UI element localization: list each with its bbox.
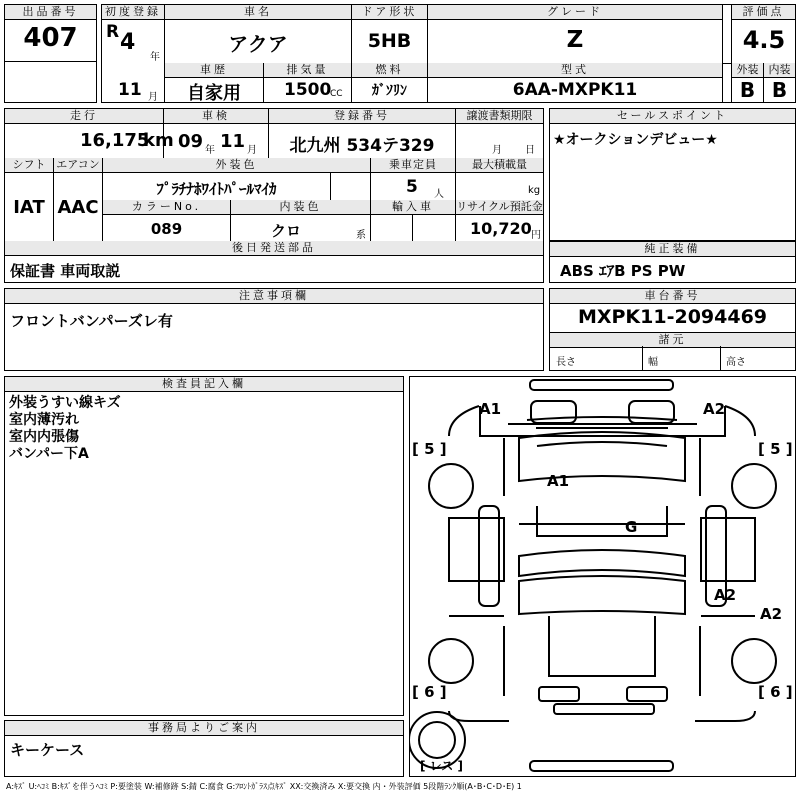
recycle-fee: 10,720 bbox=[470, 219, 532, 238]
legend: A:ｷｽﾞ U:ﾍｺﾐ B:ｷｽﾞを伴うﾍｺﾐ P:要塗装 W:補修跡 S:錆 C:腐食 G:ﾌﾛﾝﾄｶﾞﾗｽ点ｷｽﾞ XX:交換済み X:要交換 内・外装評価 5段階ﾗﾝｸ順(A･B･C･D･E) 1 bbox=[6, 782, 522, 791]
history: 自家用 bbox=[187, 83, 241, 104]
damage-mark: A2 bbox=[714, 586, 737, 604]
color-no-label: カラーNo. bbox=[103, 200, 230, 215]
lot-number-box bbox=[4, 4, 97, 103]
notes-box bbox=[4, 288, 544, 371]
car-name: アクア bbox=[228, 32, 288, 56]
damage-mark: G bbox=[625, 518, 638, 536]
interior-color: クロ bbox=[270, 222, 301, 240]
tyre-front-left: [ 5 ] bbox=[412, 440, 447, 458]
transfer-label: 譲渡書類期限 bbox=[456, 109, 543, 124]
damage-mark: A1 bbox=[547, 472, 570, 490]
lot-number-label: 出品番号 bbox=[5, 5, 96, 20]
equipment-box bbox=[549, 241, 796, 283]
grade: Z bbox=[566, 27, 584, 53]
int-color-label: 内装色 bbox=[231, 200, 370, 215]
score-label: 評価点 bbox=[732, 5, 795, 20]
inspector-line: バンパー下A bbox=[9, 446, 89, 462]
first-reg-label: 初度登録 bbox=[102, 5, 164, 20]
history-label: 車歴 bbox=[165, 63, 263, 78]
car-name-label: 車名 bbox=[165, 5, 351, 20]
inspection-year: 09 bbox=[178, 131, 204, 152]
color-label: 外装色 bbox=[103, 158, 370, 173]
notes-text: フロントバンパーズレ有 bbox=[10, 312, 173, 330]
interior-grade: B bbox=[771, 78, 788, 102]
model-label: 型式 bbox=[428, 63, 722, 78]
office-box bbox=[4, 720, 404, 777]
era: R bbox=[106, 22, 120, 42]
month: 11 bbox=[118, 80, 142, 100]
inspector-box bbox=[4, 376, 404, 716]
car-diagram bbox=[409, 376, 796, 777]
capacity-label: 乗車定員 bbox=[371, 158, 455, 173]
int-label: 内装 bbox=[764, 63, 795, 78]
max-load-label: 最大積載量 bbox=[456, 158, 543, 173]
score: 4.5 bbox=[742, 26, 786, 54]
office-text: キーケース bbox=[10, 741, 85, 759]
fuel: ｶﾞｿﾘﾝ bbox=[372, 83, 407, 99]
lot-number: 407 bbox=[23, 23, 78, 53]
door-type: 5HB bbox=[367, 30, 412, 52]
year-unit: 年 bbox=[150, 52, 160, 63]
recycle-label: リサイクル預託金 bbox=[456, 200, 543, 213]
chassis-box bbox=[549, 288, 796, 371]
import-label: 輸入車 bbox=[371, 200, 455, 215]
damage-mark: A2 bbox=[703, 400, 726, 418]
mileage-unit: km bbox=[143, 130, 174, 151]
transfer-day-unit: 日 bbox=[525, 145, 535, 156]
ac-value: AAC bbox=[57, 197, 99, 218]
transfer-month-unit: 月 bbox=[492, 145, 502, 156]
sales-point-text: ★オークションデビュー★ bbox=[553, 132, 718, 148]
spec-width: 幅 bbox=[648, 357, 658, 368]
fuel-label: 燃料 bbox=[352, 63, 427, 78]
spec-height: 高さ bbox=[726, 357, 746, 368]
grade-label: グレード bbox=[428, 5, 722, 20]
later-parts: 保証書 車両取説 bbox=[10, 262, 121, 280]
sales-point-label: セールスポイント bbox=[550, 109, 795, 124]
capacity: 5 bbox=[406, 177, 418, 197]
recycle-unit: 円 bbox=[531, 230, 541, 241]
tyre-front-right: [ 5 ] bbox=[758, 440, 793, 458]
damage-mark: A1 bbox=[479, 400, 502, 418]
damage-mark: A2 bbox=[760, 605, 783, 623]
capacity-unit: 人 bbox=[434, 189, 444, 200]
specs-label: 諸元 bbox=[550, 332, 795, 348]
mileage-label: 走行 bbox=[5, 109, 163, 124]
model-code: 6AA-MXPK11 bbox=[512, 80, 638, 100]
inspection-year-unit: 年 bbox=[205, 145, 215, 156]
spec-length: 長さ bbox=[556, 357, 576, 368]
tyre-rear-right: [ 6 ] bbox=[758, 683, 793, 701]
tyre-rear-left: [ 6 ] bbox=[412, 683, 447, 701]
exterior-grade: B bbox=[739, 78, 756, 102]
equipment-text: ABS ｴｱB PS PW bbox=[560, 262, 686, 280]
inspector-line: 室内内張傷 bbox=[9, 429, 79, 445]
inspection-label: 車検 bbox=[164, 109, 268, 124]
displacement-unit: CC bbox=[330, 89, 343, 99]
door-label: ドア形状 bbox=[352, 5, 427, 20]
chassis-label: 車台番号 bbox=[550, 289, 795, 304]
exterior-color: ﾌﾟﾗﾁﾅﾎﾜｲﾄﾊﾟｰﾙﾏｲｶ bbox=[156, 180, 277, 198]
inspector-line: 室内薄汚れ bbox=[9, 412, 79, 428]
chassis-number: MXPK11-2094469 bbox=[577, 306, 768, 328]
inspector-label: 検査員記入欄 bbox=[5, 377, 403, 392]
displacement: 1500 bbox=[284, 80, 332, 100]
registration-number: 北九州 534テ329 bbox=[289, 136, 435, 156]
office-label: 事務局よりご案内 bbox=[5, 721, 403, 736]
year: 4 bbox=[120, 30, 136, 55]
color-number: 089 bbox=[150, 220, 183, 238]
month-unit: 月 bbox=[148, 92, 158, 103]
inspector-line: 外装うすい線キズ bbox=[9, 395, 121, 411]
inspector-notes bbox=[9, 395, 121, 463]
inspection-month-unit: 月 bbox=[247, 145, 257, 156]
reg-no-label: 登録番号 bbox=[269, 109, 455, 124]
displacement-label: 排気量 bbox=[264, 63, 351, 78]
spare-tyre: [ レス ] bbox=[420, 759, 463, 773]
equipment-label: 純正装備 bbox=[550, 242, 795, 257]
later-parts-label: 後日発送部品 bbox=[5, 241, 543, 256]
sales-point-box bbox=[549, 108, 796, 241]
ac-label: エアコン bbox=[54, 158, 102, 173]
shift-value: IAT bbox=[13, 197, 45, 218]
ext-label: 外装 bbox=[732, 63, 763, 78]
max-load-unit: kg bbox=[528, 185, 541, 196]
interior-color-unit: 系 bbox=[356, 230, 366, 241]
notes-label: 注意事項欄 bbox=[5, 289, 543, 304]
inspection-month: 11 bbox=[220, 131, 246, 152]
shift-label: シフト bbox=[5, 158, 53, 173]
mileage: 16,175 bbox=[80, 130, 150, 151]
